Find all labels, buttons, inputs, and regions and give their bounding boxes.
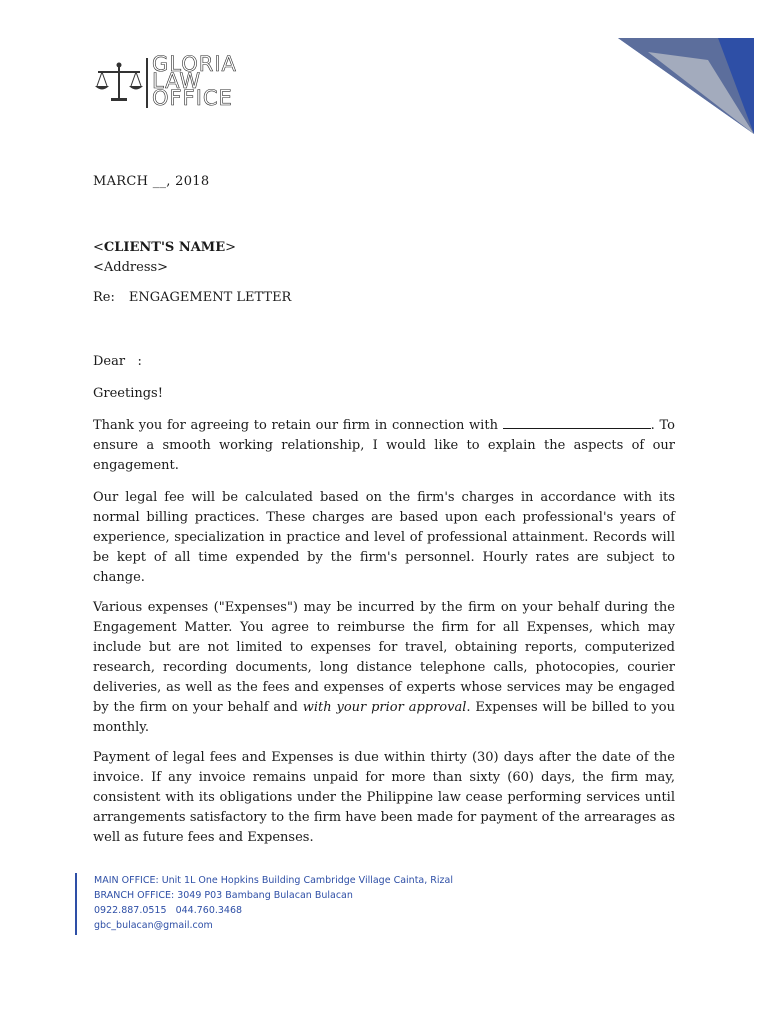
logo-wordmark [152, 52, 237, 110]
logo-line-1: GLORIA [152, 52, 237, 76]
logo-line-3: OFFICE [152, 86, 233, 110]
main-office-address: MAIN OFFICE: Unit 1L One Hopkins Building Cambridge Village Cainta, Rizal [94, 875, 453, 886]
paragraph-3: Various expenses ("Expenses") may be incurred by the firm on your behalf during the Engagement Matter. You agree to reimburse the firm for all Expenses, which may include but are not limited to expenses for travel, obtaining reports, computerized research, recording documents, long distance telephone calls, photocopies, courier deliveries, as well as the fees and expenses of experts whose services may be engaged by the firm on your behalf and with your prior approval. Expenses will be billed to you monthly. [93, 600, 675, 735]
scales-of-justice-icon [94, 60, 144, 106]
logo-divider [146, 58, 148, 108]
corner-decoration [608, 0, 768, 140]
paragraph-1: Thank you for agreeing to retain our firm in connection with . To ensure a smooth working relationship, I would like to explain the aspects of our engagement. [93, 418, 675, 473]
logo-line-2: LAW [152, 69, 202, 93]
recipient-block [93, 238, 236, 278]
client-address: <Address> [93, 260, 169, 275]
firm-logo [94, 52, 294, 112]
email-address: gbc_bulacan@gmail.com [94, 920, 213, 931]
phone-numbers: 0922.887.0515 044.760.3468 [94, 905, 243, 916]
subject-line [93, 290, 291, 305]
client-name-line: <CLIENT'S NAME> [93, 240, 237, 255]
subject-label: Re: [93, 290, 115, 305]
subject-text: ENGAGEMENT LETTER [128, 290, 292, 305]
client-name: CLIENT'S NAME [103, 240, 226, 255]
prior-approval-emphasis: with your prior approval [302, 700, 467, 715]
branch-office-address: BRANCH OFFICE: 3049 P03 Bambang Bulacan Bulacan [94, 890, 353, 901]
letterhead-footer [75, 873, 453, 935]
paragraph-4: Payment of legal fees and Expenses is due within thirty (30) days after the date of the invoice. If any invoice remains unpaid for more than sixty (60) days, the firm may, consistent with its obligations under the Philippine law cease performing services until arrangements satisfactory to the firm have been made for payment of the arrearages as well as future fees and Expenses. [93, 750, 675, 845]
salutation: Dear : [93, 354, 142, 369]
paragraph-2: Our legal fee will be calculated based on the firm's charges in accordance with its normal billing practices. These charges are based upon each professional's years of experience, specialization in practice and level of professional attainment. Records will be kept of all time expended by the firm's personnel. Hourly rates are subject to change. [93, 490, 675, 585]
letter-date: MARCH __, 2018 [93, 174, 210, 189]
greeting: Greetings! [93, 386, 163, 401]
blank-line [503, 416, 651, 429]
